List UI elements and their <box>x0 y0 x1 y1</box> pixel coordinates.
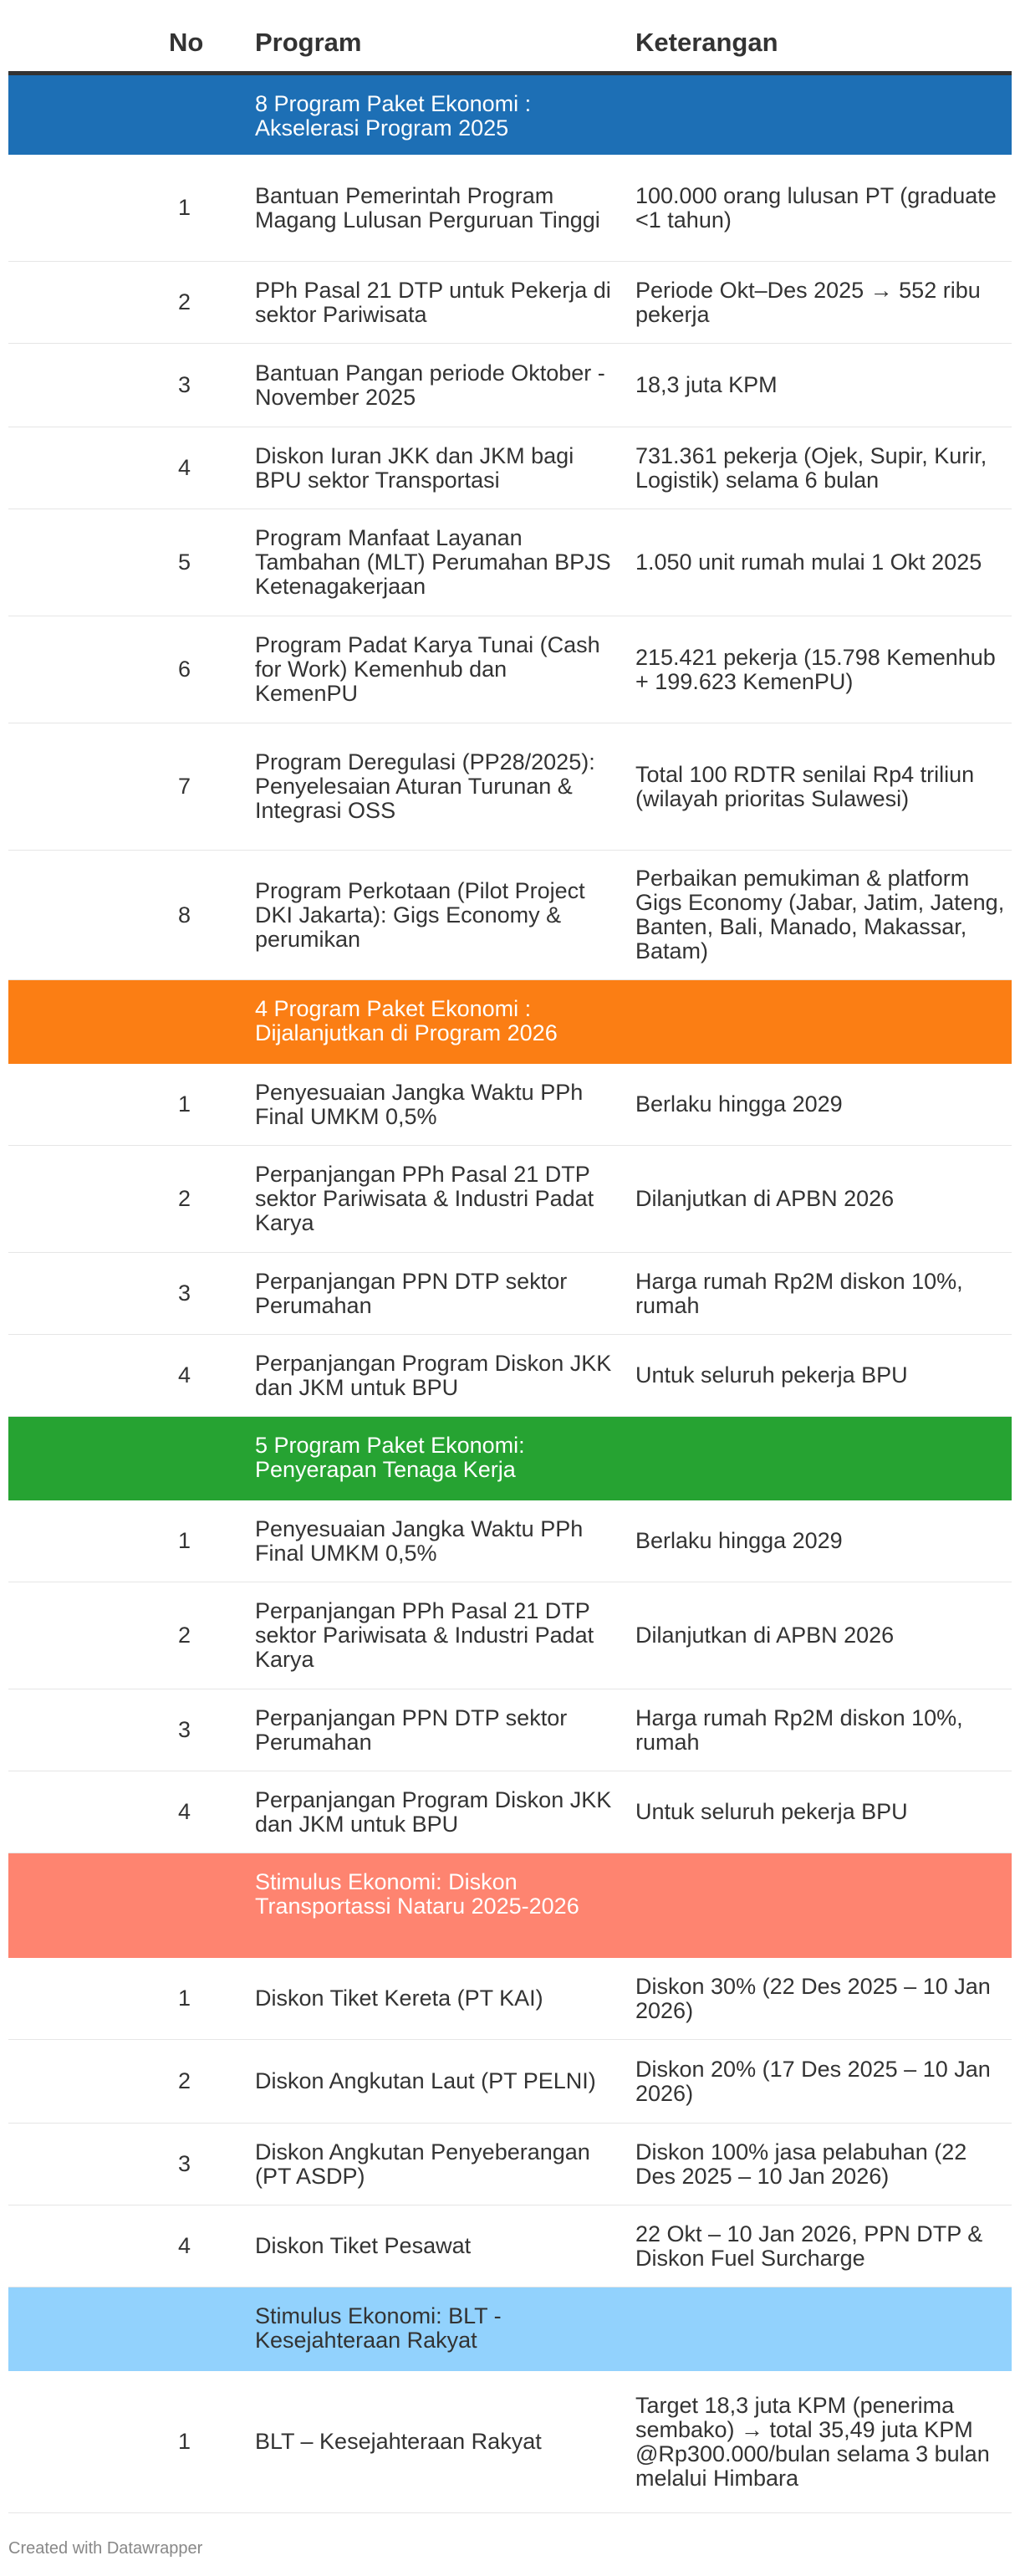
table-row <box>8 1253 1012 1335</box>
row-program: Diskon Iuran JKK dan JKM bagi BPU sektor Transportasi <box>255 442 574 493</box>
table-row <box>8 1500 1012 1582</box>
row-program: Program Manfaat Layanan Tambahan (MLT) Perumahan BPJS Ketenagakerjaan <box>255 525 611 599</box>
row-no: 2 <box>177 1623 191 1648</box>
section-title: 4 Program Paket Ekonomi : Dijalanjutkan di Program 2026 <box>255 996 558 1045</box>
row-no: 1 <box>177 1528 191 1553</box>
row-keterangan: Dilanjutkan di APBN 2026 <box>635 1623 895 1648</box>
row-program: Diskon Angkutan Laut (PT PELNI) <box>255 2068 596 2093</box>
row-no: 2 <box>177 2068 191 2093</box>
row-no: 1 <box>177 1986 191 2011</box>
row-keterangan: Diskon 30% (22 Des 2025 – 10 Jan 2026) <box>635 1973 991 2023</box>
section-title: 5 Program Paket Ekonomi: Penyerapan Tenaga Kerja <box>255 1433 525 1482</box>
section-header-5 <box>8 2287 1012 2371</box>
row-keterangan: Untuk seluruh pekerja BPU <box>635 1362 908 1388</box>
table-row <box>8 616 1012 723</box>
row-no: 4 <box>177 455 191 480</box>
row-program: Perpanjangan PPN DTP sektor Perumahan <box>255 1705 568 1755</box>
row-no: 1 <box>177 2429 191 2454</box>
header-keterangan: Keterangan <box>635 28 778 57</box>
row-no: 2 <box>177 1186 191 1211</box>
row-keterangan: 1.050 unit rumah mulai 1 Okt 2025 <box>635 549 982 575</box>
table-row <box>8 344 1012 427</box>
row-program: Perpanjangan Program Diskon JKK dan JKM untuk BPU <box>255 1786 612 1837</box>
row-no: 8 <box>177 902 191 928</box>
table-row <box>8 427 1012 509</box>
section-header-1 <box>8 75 1012 155</box>
row-no: 4 <box>177 1799 191 1824</box>
table-row <box>8 509 1012 616</box>
table-row <box>8 262 1012 344</box>
row-program: Program Perkotaan (Pilot Project DKI Jakarta): Gigs Economy & perumikan <box>255 877 585 952</box>
row-no: 3 <box>177 1280 191 1306</box>
row-no: 2 <box>177 289 191 314</box>
datawrapper-credit: Created with Datawrapper <box>8 2539 203 2558</box>
row-keterangan: 215.421 pekerja (15.798 Kemenhub + 199.623 KemenPU) <box>635 644 996 694</box>
row-keterangan: Diskon 20% (17 Des 2025 – 10 Jan 2026) <box>635 2056 991 2106</box>
row-keterangan: Berlaku hingga 2029 <box>635 1091 843 1117</box>
row-keterangan: 100.000 orang lulusan PT (graduate <1 tahun) <box>635 182 997 233</box>
table-body <box>8 75 1012 2513</box>
row-program: Diskon Tiket Pesawat <box>255 2233 472 2258</box>
row-keterangan: Dilanjutkan di APBN 2026 <box>635 1186 895 1211</box>
header-program: Program <box>255 28 362 57</box>
section-title: Stimulus Ekonomi: BLT - Kesejahteraan Rakyat <box>255 2303 502 2353</box>
row-program: Bantuan Pemerintah Program Magang Lulusan Perguruan Tinggi <box>255 182 600 233</box>
row-program: Bantuan Pangan periode Oktober - November 2025 <box>255 360 605 410</box>
row-program: PPh Pasal 21 DTP untuk Pekerja di sektor Pariwisata <box>255 277 611 327</box>
table-row <box>8 1689 1012 1771</box>
row-no: 3 <box>177 1717 191 1742</box>
table-row <box>8 1582 1012 1689</box>
table-row <box>8 1064 1012 1146</box>
row-keterangan: Target 18,3 juta KPM (penerima sembako) → total 35,49 juta KPM @Rp300.000/bulan selama 3 bulan melalui Himbara <box>635 2392 990 2491</box>
row-program: Perpanjangan PPh Pasal 21 DTP sektor Pariwisata & Industri Padat Karya <box>255 1598 594 1672</box>
table-row <box>8 1958 1012 2040</box>
section-header-4 <box>8 1853 1012 1958</box>
row-keterangan: 22 Okt – 10 Jan 2026, PPN DTP & Diskon Fuel Surcharge <box>635 2221 983 2271</box>
table-row <box>8 1146 1012 1253</box>
row-keterangan: Harga rumah Rp2M diskon 10%, rumah <box>635 1705 963 1755</box>
row-keterangan: Harga rumah Rp2M diskon 10%, rumah <box>635 1268 963 1318</box>
table-row <box>8 851 1012 980</box>
table-row <box>8 155 1012 262</box>
row-no: 6 <box>177 657 191 682</box>
row-no: 4 <box>177 1362 191 1388</box>
section-title: 8 Program Paket Ekonomi : Akselerasi Program 2025 <box>255 91 532 141</box>
row-program: Perpanjangan Program Diskon JKK dan JKM untuk BPU <box>255 1350 612 1400</box>
row-no: 1 <box>177 1091 191 1117</box>
program-table <box>8 0 1012 2513</box>
row-keterangan: Untuk seluruh pekerja BPU <box>635 1799 908 1824</box>
row-program: Perpanjangan PPN DTP sektor Perumahan <box>255 1268 568 1318</box>
header-no: No <box>169 28 204 57</box>
table-row <box>8 723 1012 851</box>
row-keterangan: 731.361 pekerja (Ojek, Supir, Kurir, Logistik) selama 6 bulan <box>635 442 987 493</box>
table-row <box>8 1335 1012 1417</box>
row-program: Program Deregulasi (PP28/2025): Penyelesaian Aturan Turunan & Integrasi OSS <box>255 749 595 823</box>
row-program: Diskon Angkutan Penyeberangan (PT ASDP) <box>255 2139 590 2189</box>
row-program: Diskon Tiket Kereta (PT KAI) <box>255 1986 543 2011</box>
row-keterangan: Total 100 RDTR senilai Rp4 triliun (wilayah prioritas Sulawesi) <box>635 761 975 811</box>
row-program: BLT – Kesejahteraan Rakyat <box>255 2429 542 2454</box>
row-no: 3 <box>177 2151 191 2176</box>
table-row <box>8 1771 1012 1853</box>
table-header <box>8 0 1012 75</box>
row-keterangan: Berlaku hingga 2029 <box>635 1528 843 1553</box>
row-no: 7 <box>177 774 191 799</box>
row-keterangan: Perbaikan pemukiman & platform Gigs Economy (Jabar, Jatim, Jateng, Banten, Bali, Manado, Makassar, Batam) <box>635 866 1005 963</box>
table-row <box>8 2205 1012 2287</box>
section-header-2 <box>8 980 1012 1064</box>
row-no: 4 <box>177 2233 191 2258</box>
section-title: Stimulus Ekonomi: Diskon Transportassi Nataru 2025-2026 <box>255 1869 579 1919</box>
row-no: 5 <box>177 549 191 575</box>
row-keterangan: 18,3 juta KPM <box>635 372 778 397</box>
table-row <box>8 2040 1012 2124</box>
section-header-3 <box>8 1417 1012 1500</box>
row-no: 3 <box>177 372 191 397</box>
row-program: Perpanjangan PPh Pasal 21 DTP sektor Pariwisata & Industri Padat Karya <box>255 1162 594 1235</box>
row-keterangan: Periode Okt–Des 2025 → 552 ribu pekerja <box>635 277 981 327</box>
row-program: Program Padat Karya Tunai (Cash for Work) Kemenhub dan KemenPU <box>255 632 600 706</box>
row-no: 1 <box>177 195 191 220</box>
row-program: Penyesuaian Jangka Waktu PPh Final UMKM 0,5% <box>255 1079 584 1129</box>
table-row <box>8 2124 1012 2205</box>
row-keterangan: Diskon 100% jasa pelabuhan (22 Des 2025 – 10 Jan 2026) <box>635 2139 967 2189</box>
row-program: Penyesuaian Jangka Waktu PPh Final UMKM 0,5% <box>255 1515 584 1566</box>
table-row <box>8 2371 1012 2513</box>
